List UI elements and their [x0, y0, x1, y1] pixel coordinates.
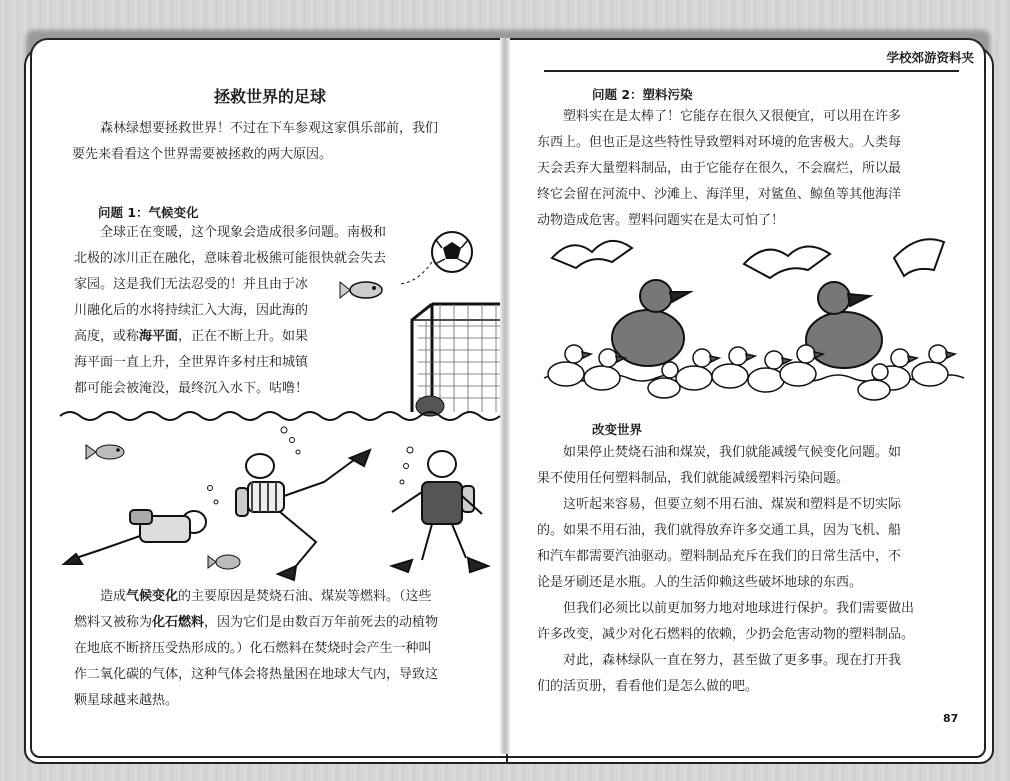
book-spine	[500, 38, 510, 754]
diver-right	[392, 451, 488, 572]
problem1-line: 高度，或称海平面，正在不断上升。如果	[74, 329, 309, 344]
cause-line: 造成气候变化的主要原因是焚烧石油、煤炭等燃料。（这些	[100, 589, 432, 604]
problem1-line: 北极的冰川正在融化，意味着北极熊可能很快就会失去	[74, 251, 387, 266]
cause-line: 在地底不断挤压受热形成的。）化石燃料在焚烧时会产生一种叫	[74, 641, 432, 656]
small-ducks-group	[548, 345, 955, 400]
soccer-ball-icon	[400, 232, 472, 284]
change-line: 果不使用任何塑料制品，我们就能减缓塑料污染问题。	[537, 471, 850, 486]
cause-line: 燃料又被称为化石燃料，因为它们是由数百万年前死去的动植物	[74, 615, 439, 630]
change-line: 但我们必须比以前更加努力地对地球进行保护。我们需要做出	[563, 601, 915, 616]
seagull-icon	[552, 239, 944, 278]
folder-label: 学校郊游资料夹	[886, 50, 974, 65]
change-line: 如果停止焚烧石油和煤炭，我们就能减缓气候变化问题。如	[563, 445, 902, 460]
soccer-illustration	[60, 226, 500, 586]
intro-paragraph	[72, 116, 438, 168]
problem1-heading: 问题 1：气候变化	[98, 205, 199, 220]
page-title: 拯救世界的足球	[213, 87, 326, 106]
header-rule	[544, 70, 959, 72]
diver-striped-shirt	[236, 450, 370, 580]
problem2-line: 动物造成危害。塑料问题实在是太可怕了！	[537, 213, 785, 228]
fish-icon	[340, 282, 382, 298]
change-line: 论是牙刷还是水瓶。人的生活仰赖这些破坏地球的东西。	[537, 575, 863, 590]
keyword-sea-level: 海平面	[139, 329, 179, 344]
problem1-line: 川融化后的水将持续汇入大海，因此海的	[74, 303, 309, 318]
change-paragraph	[537, 440, 914, 700]
change-line: 们的活页册，看看他们是怎么做的吧。	[537, 679, 759, 694]
problem2-paragraph	[537, 104, 901, 234]
keyword-climate-change: 气候变化	[126, 589, 179, 604]
bottom-fish-icon	[208, 555, 240, 569]
intro-line: 森林绿想要拯救世界！不过在下车参观这家俱乐部前，我们	[100, 121, 439, 136]
cause-paragraph	[74, 584, 438, 714]
change-line: 许多改变，减少对化石燃料的依赖，少扔会危害动物的塑料制品。	[537, 627, 915, 642]
problem2-line: 天会丢弃大量塑料制品，由于它能存在很久，不会腐烂，所以最	[537, 161, 902, 176]
change-line: 的。如果不用石油，我们就得放弃许多交通工具，因为飞机、船	[537, 523, 902, 538]
goal-net	[412, 304, 500, 416]
problem2-line: 终它会留在河流中、沙滩上、海洋里，对鲨鱼、鲸鱼等其他海洋	[537, 187, 902, 202]
page-number: 87	[943, 712, 959, 725]
diver-left	[64, 510, 206, 564]
keyword-fossil-fuel: 化石燃料	[152, 615, 205, 630]
change-line: 和汽车都需要汽油驱动。塑料制品充斥在我们的日常生活中，不	[537, 549, 902, 564]
change-line: 这听起来容易，但要立刻不用石油、煤炭和塑料是不切实际	[563, 497, 902, 512]
change-line: 对此，森林绿队一直在努力，甚至做了更多事。现在打开我	[563, 653, 902, 668]
problem2-line: 塑料实在是太棒了！它能存在很久又很便宜，可以用在许多	[563, 109, 902, 124]
change-heading: 改变世界	[592, 422, 643, 437]
cause-line: 作二氧化碳的气体，这种气体会将热量困在地球大气内，导致这	[74, 667, 439, 682]
problem2-line: 东西上。但也正是这些特性导致塑料对环境的危害极大。人类每	[537, 135, 902, 150]
problem2-heading: 问题 2：塑料污染	[592, 87, 693, 102]
small-fish-icon	[86, 445, 124, 459]
problem1-line: 全球正在变暖，这个现象会造成很多问题。南极和	[100, 225, 387, 240]
problem1-line: 家园。这是我们无法忍受的！并且由于冰	[74, 277, 309, 292]
cause-line: 颗星球越来越热。	[74, 693, 179, 708]
plastic-ducks-illustration	[544, 228, 964, 408]
problem1-line: 都可能会被淹没，最终沉入水下。咕噜！	[74, 381, 309, 396]
intro-line: 要先来看看这个世界需要被拯救的两大原因。	[72, 147, 333, 162]
problem1-line: 海平面一直上升，全世界许多村庄和城镇	[74, 355, 309, 370]
